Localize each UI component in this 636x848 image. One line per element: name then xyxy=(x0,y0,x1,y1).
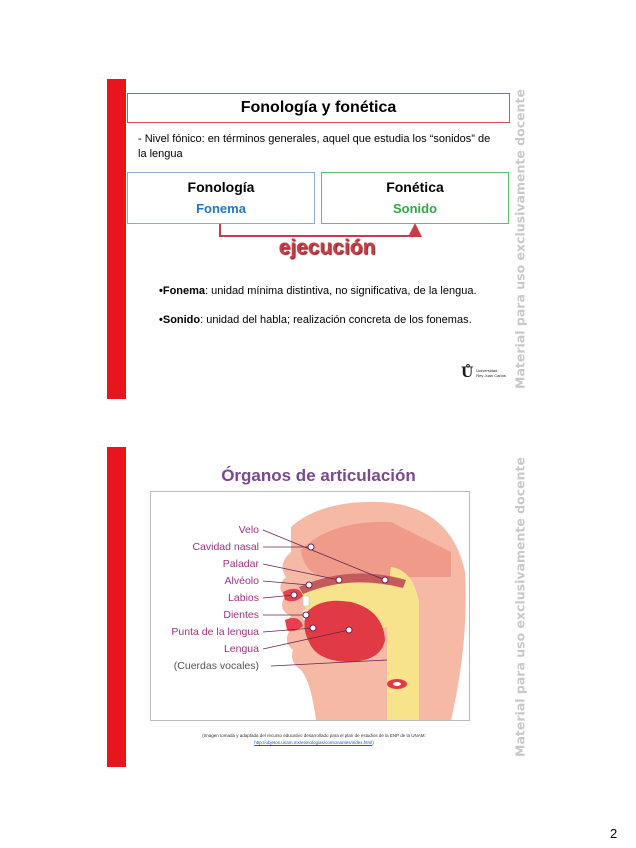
watermark-vertical-text: Material para uso exclusivamente docente xyxy=(512,89,528,389)
label-lengua: Lengua xyxy=(223,643,259,655)
label-cavidad-nasal: Cavidad nasal xyxy=(192,541,259,553)
vocal-tract-diagram xyxy=(150,491,470,721)
slide-title: Fonología y fonética xyxy=(127,93,510,123)
text-sonido: : unidad del habla; realización concreta de los fonemas. xyxy=(200,314,472,326)
credit-link[interactable]: http://objetos.unam.mx/etimologias/consonantes/index.html xyxy=(254,740,373,745)
urjc-logo xyxy=(461,365,506,381)
label-punta-lengua: Punta de la lengua xyxy=(171,626,259,638)
intro-text: - Nivel fónico: en términos generales, aquel que estudia los “sonidos” de la lengua xyxy=(138,133,491,160)
definitions-list xyxy=(159,283,504,341)
fonologia-box xyxy=(127,172,315,224)
slide-title: Órganos de articulación xyxy=(221,466,416,485)
definition-fonema xyxy=(159,283,504,300)
sonido-label: Sonido xyxy=(392,201,438,216)
fonema-label: Fonema xyxy=(196,201,246,216)
credit-end: ) xyxy=(372,740,374,745)
term-fonema: •Fonema xyxy=(159,285,206,297)
watermark-vertical-text: Material para uso exclusivamente docente xyxy=(512,457,528,757)
fonetica-box xyxy=(321,172,509,224)
credit-text: (Imagen tomada y adaptada del recurso educativo desarrollado para el plan de estudios de la ENP de la UNAM: xyxy=(202,733,426,738)
fonologia-heading: Fonología xyxy=(187,179,255,195)
definition-sonido xyxy=(159,312,504,329)
label-labios: Labios xyxy=(228,592,259,604)
organ-labels xyxy=(153,522,259,675)
slide-organos-articulacion xyxy=(107,447,530,767)
fonetica-heading: Fonética xyxy=(386,179,444,195)
text-fonema: : unidad mínima distintiva, no significativa, de la lengua. xyxy=(205,285,477,297)
ejecucion-word: ejecución xyxy=(278,236,376,259)
term-sonido: •Sonido xyxy=(159,314,201,326)
label-dientes: Dientes xyxy=(223,609,259,621)
page-number: 2 xyxy=(610,826,618,841)
urjc-emblem-icon: Ů xyxy=(461,365,474,381)
label-alveolo: Alvéolo xyxy=(224,575,259,587)
slide-fonologia-fonetica xyxy=(107,79,530,399)
logo-line1: Universidad xyxy=(476,368,498,373)
image-credit xyxy=(144,732,484,746)
red-accent-bar xyxy=(107,447,126,767)
red-accent-bar xyxy=(107,79,126,399)
label-velo: Velo xyxy=(238,524,259,536)
label-cuerdas-vocales: (Cuerdas vocales) xyxy=(173,660,259,672)
label-paladar: Paladar xyxy=(222,558,259,570)
logo-line2: Rey Juan Carlos xyxy=(476,373,506,378)
